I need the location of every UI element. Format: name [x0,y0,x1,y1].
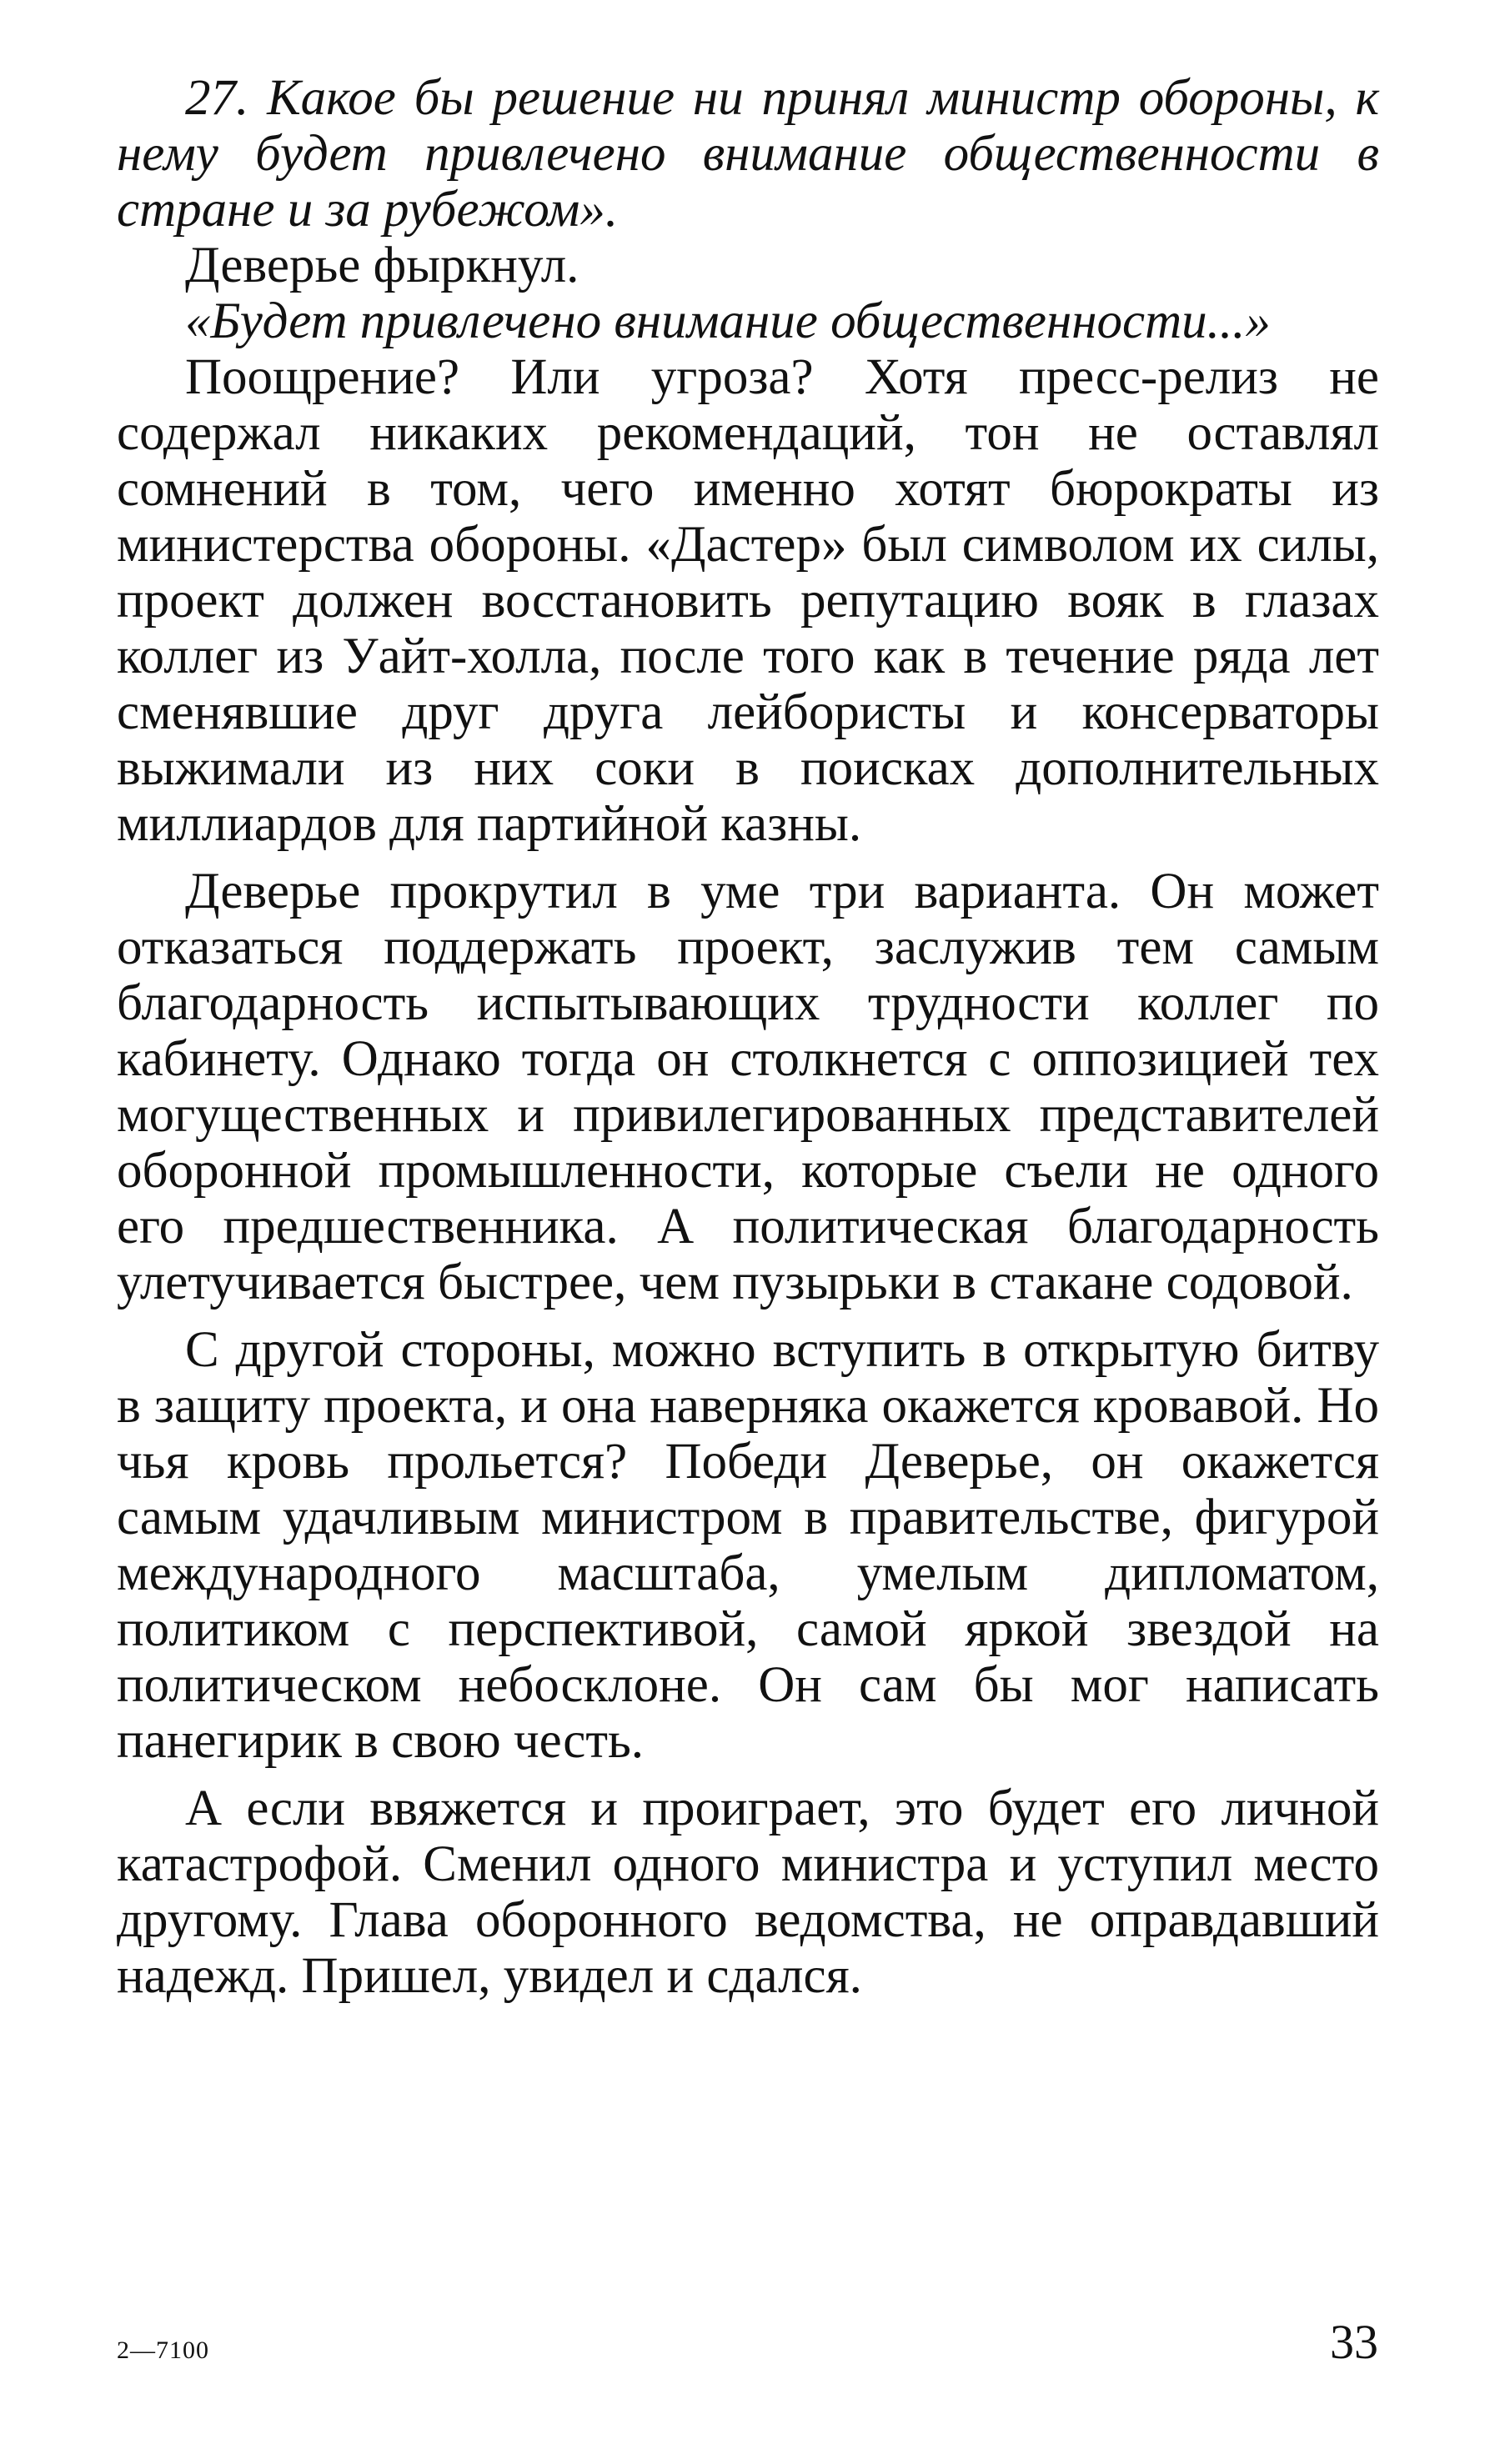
paragraph-gap [117,1769,1379,1780]
paragraph-1: 27. Какое бы решение ни принял министр обороны, к нему будет привлечено внимание общественности в стране и за рубежом». [117,70,1379,238]
paragraph-gap [117,1310,1379,1322]
page-body [117,70,1379,2004]
paragraph-7: А если ввяжется и проиграет, это будет его личной катастрофой. Сменил одного министра и уступил место другому. Глава оборонного ведомства, не оправдавший надежд. Пришел, увидел и сдался. [117,1780,1379,2004]
paragraph-3: «Будет привлечено внимание общественности...» [185,293,1271,349]
paragraph-6: С другой стороны, можно вступить в открытую битву в защиту проекта, и она наверняка окажется кровавой. Но чья кровь прольется? Победи Деверье, он окажется самым удачливым министром в правительстве, фигурой международного масштаба, умелым дипломатом, политиком с перспективой, самой яркой звездой на политическом небосклоне. Он сам бы мог написать панегирик в свою честь. [117,1322,1379,1769]
paragraph-2: Деверье фыркнул. [185,238,579,293]
paragraph-5: Деверье прокрутил в уме три варианта. Он может отказаться поддержать проект, заслужив тем самым благодарность испытывающих трудности коллег по кабинету. Однако тогда он столкнется с оппозицией тех могущественных и привилегированных представителей оборонной промышленности, которые съели не одного его предшественника. А политическая благодарность улетучивается быстрее, чем пузырьки в стакане содовой. [117,864,1379,1310]
paragraph-gap [117,852,1379,864]
paragraph-4: Поощрение? Или угроза? Хотя пресс-релиз не содержал никаких рекомендаций, тон не оставлял сомнений в том, чего именно хотят бюрократы из министерства обороны. «Дастер» был символом их силы, проект должен восстановить репутацию вояк в глазах коллег из Уайт-холла, после того как в течение ряда лет сменявшие друг друга лейбористы и консерваторы выжимали из них соки в поисках дополнительных миллиардов для партийной казны. [117,349,1379,852]
signature-code: 2—7100 [117,2336,209,2364]
page-number: 33 [1330,2315,1378,2369]
